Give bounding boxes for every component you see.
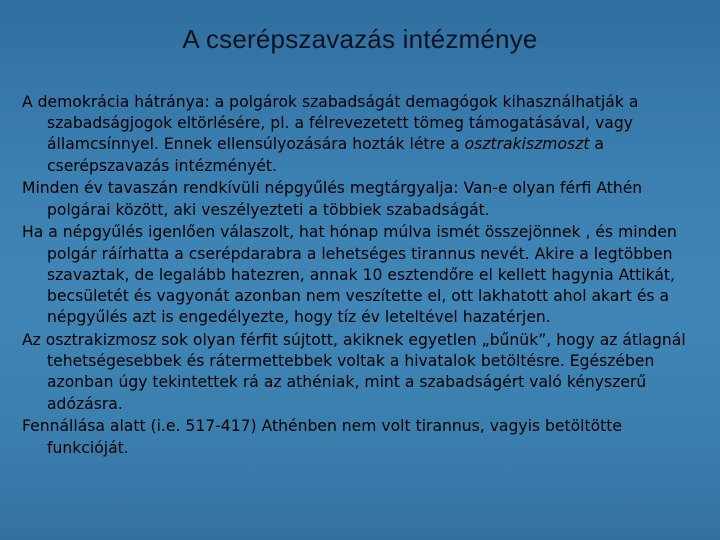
paragraph-1-text: A demokrácia hátránya: a polgárok szabadságát demagógok kihasználhatják a szabadságjogok eltörlésére, pl. a félrevezetett tömeg támogatásával, vagy államcsínnyel. Ennek ellensúlyozására hozták létre a xyxy=(22,93,639,154)
paragraph-3: Ha a népgyűlés igenlően válaszolt, hat hónap múlva ismét összejönnek , és minden polgár ráírhatta a cserépdarabra a lehetséges tirannus nevét. Akire a legtöbben szavaztak, de legalább hatezren, annak 10 esztendőre el kellett hagynia Attikát, becsületét és vagyonát azonban nem veszítette el, ott lakhatott ahol akart és a népgyűlés azt is engedélyezte, hogy tíz év leteltével hazatérjen. xyxy=(22,223,677,327)
paragraph-1-text-end: a cserépszavazás intézményét. xyxy=(47,135,604,175)
paragraph-4: Az osztrakizmosz sok olyan férfit sújtott, akiknek egyetlen „bűnük”, hogy az átlagnál tehetségesebbek és rátermettebbek voltak a hivatalok betöltésre. Egészében azonban úgy tekintettek rá az athéniak, mint a szabadságért való kényszerű adózásra. xyxy=(22,331,686,413)
paragraph-1-emphasis: osztrakiszmoszt xyxy=(464,135,590,154)
slide-body xyxy=(22,92,698,460)
slide-title: A cserépszavazás intézménye xyxy=(182,24,538,54)
paragraph-5: Fennállása alatt (i.e. 517-417) Athénben nem volt tirannus, vagyis betöltötte funkcióját. xyxy=(22,417,622,457)
paragraph-1 xyxy=(22,92,698,177)
paragraph-2: Minden év tavaszán rendkívüli népgyűlés megtárgyalja: Van-e olyan férfi Athén polgárai között, aki veszélyezteti a többiek szabadságát. xyxy=(22,179,643,219)
